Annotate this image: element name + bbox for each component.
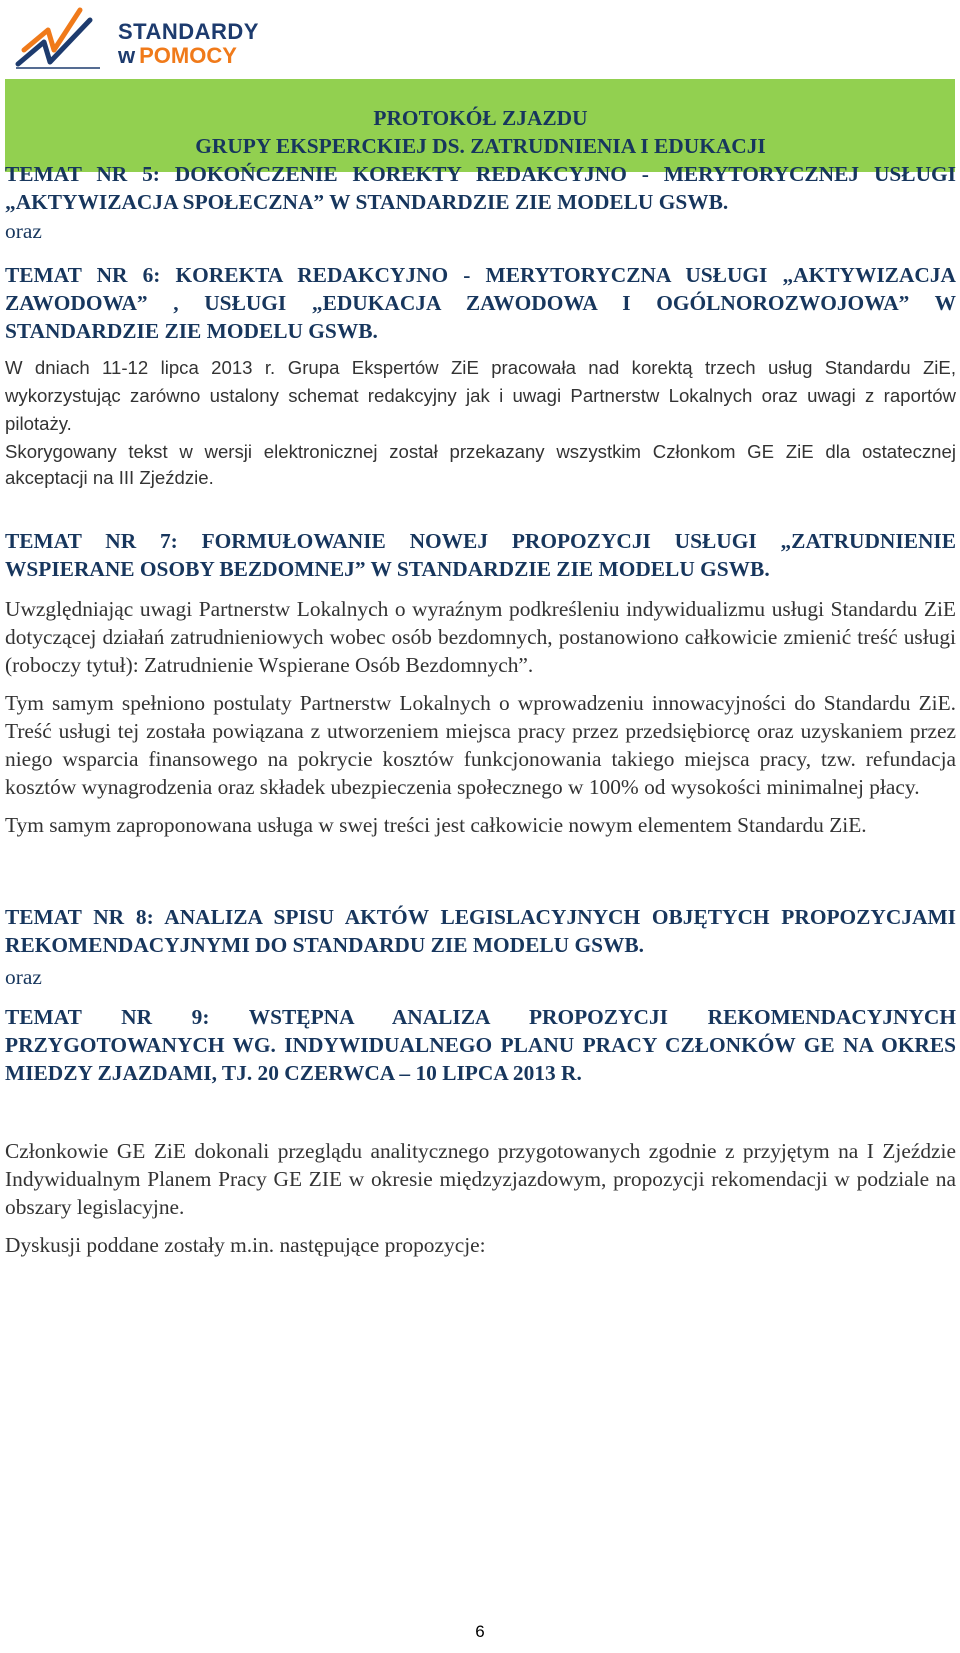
topic-7-heading: TEMAT NR 7: FORMUŁOWANIE NOWEJ PROPOZYCJI USŁUGI „ZATRUDNIENIE WSPIERANE OSOBY BEZDOMNEJ” W STANDARDZIE ZIE MODELU GSWB. xyxy=(5,529,956,581)
paragraph-2: Skorygowany tekst w wersji elektronicznej został przekazany wszystkim Członkom GE ZiE dla ostatecznej akceptacji na III Zjeździe. xyxy=(5,441,956,488)
paragraph-5: Tym samym zaproponowana usługa w swej treści jest całkowicie nowym elementem Standardu ZiE. xyxy=(5,813,867,837)
logo-line2-prefix: w xyxy=(118,43,136,68)
topic-5-heading: TEMAT NR 5: DOKOŃCZENIE KOREKTY REDAKCYJNO - MERYTORYCZNEJ USŁUGI „AKTYWIZACJA SPOŁECZNA” W STANDARDZIE ZIE MODELU GSWB. xyxy=(5,162,956,214)
logo-text xyxy=(118,20,259,68)
oraz-connector-2: oraz xyxy=(5,965,42,989)
logo xyxy=(14,6,259,70)
document-body xyxy=(5,104,956,1259)
paragraph-1-text: Grupa Ekspertów ZiE pracowała nad korektą trzech usług Standardu ZiE, wykorzystując zarówno ustalony schemat redakcyjny jak i uwagi Partnerstw Lokalnych oraz uwagi z raportów pilotaży. xyxy=(5,357,956,434)
paragraph-1-date: W dniach 11-12 lipca 2013 r. xyxy=(5,357,276,378)
logo-line2-accent: POMOCY xyxy=(139,43,237,68)
page-number: 6 xyxy=(475,1622,485,1641)
paragraph-3: Uwzględniając uwagi Partnerstw Lokalnych o wyraźnym podkreśleniu indywidualizmu usługi Standardu ZiE dotyczącej działań zatrudnieniowych wobec osób bezdomnych, postanowiono całkowicie zmienić treść usługi (roboczy tytuł): Zatrudnienie Wspierane Osób Bezdomnych”. xyxy=(5,597,956,677)
paragraph-6: Członkowie GE ZiE dokonali przeglądu analitycznego przygotowanych zgodnie z przyjętym na I Zjeździe Indywidualnym Planem Pracy GE ZIE w okresie międzyzjazdowym, propozycji rekomendacji w podziale na obszary legislacyjne. xyxy=(5,1139,956,1219)
topic-9-heading: TEMAT NR 9: WSTĘPNA ANALIZA PROPOZYCJI REKOMENDACYJNYCH PRZYGOTOWANYCH WG. INDYWIDUALNEGO PLANU PRACY CZŁONKÓW GE NA OKRES MIEDZY ZJAZDAMI, TJ. 20 CZERWCA – 10 LIPCA 2013 R. xyxy=(5,1005,956,1085)
logo-line2 xyxy=(118,44,259,68)
document-title-line2: GRUPY EKSPERCKIEJ DS. ZATRUDNIENIA I EDUKACJI xyxy=(195,134,766,158)
topic-6-heading: TEMAT NR 6: KOREKTA REDAKCYJNO - MERYTORYCZNA USŁUGI „AKTYWIZACJA ZAWODOWA” , USŁUGI „EDUKACJA ZAWODOWA I OGÓLNOROZWOJOWA” W STANDARDZIE ZIE MODELU GSWB. xyxy=(5,263,956,343)
logo-line1: STANDARDY xyxy=(118,19,259,44)
document-title-line1: PROTOKÓŁ ZJAZDU xyxy=(373,106,588,130)
paragraph-1 xyxy=(5,353,956,437)
standardy-logo-icon xyxy=(14,6,114,70)
paragraph-4: Tym samym spełniono postulaty Partnerstw Lokalnych o wprowadzeniu innowacyjności do Standardu ZiE. Treść usługi tej została powiązana z utworzeniem miejsca pracy przez przedsiębiorcę oraz uzyskaniem przez niego wsparcia finansowego na pokrycie kosztów funkcjonowania takiego miejsca pracy, tzw. refundacja kosztów wynagrodzenia oraz składek ubezpieczenia społecznego w 100% od wysokości minimalnej płacy. xyxy=(5,691,956,799)
oraz-connector-1: oraz xyxy=(5,219,42,243)
paragraph-7: Dyskusji poddane zostały m.in. następujące propozycje: xyxy=(5,1233,486,1257)
topic-8-heading: TEMAT NR 8: ANALIZA SPISU AKTÓW LEGISLACYJNYCH OBJĘTYCH PROPOZYCJAMI REKOMENDACYJNYMI DO STANDARDU ZIE MODELU GSWB. xyxy=(5,905,956,957)
